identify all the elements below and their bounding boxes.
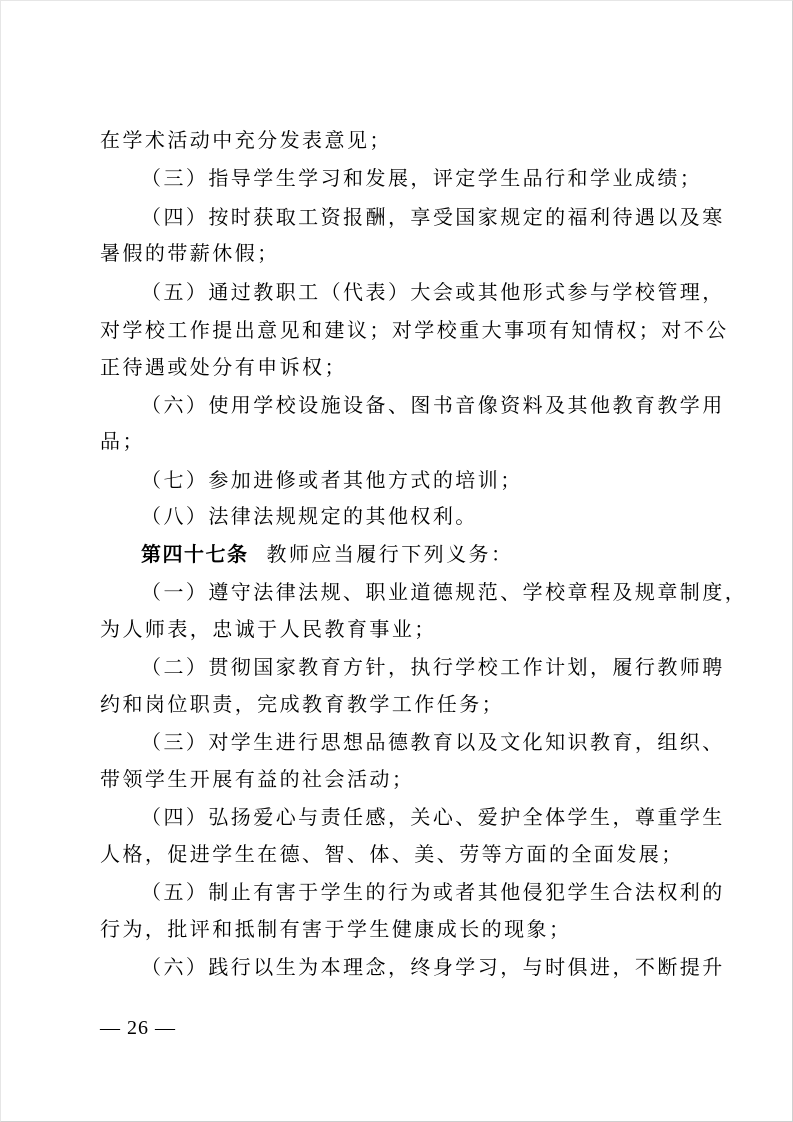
text-line: （二）贯彻国家教育方针，执行学校工作计划，履行教师聘 (141, 655, 725, 679)
text-line: （六）践行以生为本理念，终身学习，与时俱进，不断提升 (141, 955, 725, 979)
text-line: （七）参加进修或者其他方式的培训； (141, 468, 523, 492)
text-line: 为人师表，忠诚于人民教育事业； (100, 617, 437, 641)
text-line: （六）使用学校设施设备、图书音像资料及其他教育教学用 (141, 393, 725, 417)
page-number: — 26 — (100, 1017, 176, 1039)
article-heading: 第四十七条 (141, 542, 249, 566)
text-line: （一）遵守法律法规、职业道德规范、学校章程及规章制度， (141, 580, 748, 604)
text-line: （三）对学生进行思想品德教育以及文化知识教育，组织、 (141, 730, 725, 754)
text-line: （五）通过教职工（代表）大会或其他形式参与学校管理， (141, 280, 725, 304)
text-line: （五）制止有害于学生的行为或者其他侵犯学生合法权利的 (141, 880, 725, 904)
text-line: 品； (100, 429, 145, 453)
text-line: 带领学生开展有益的社会活动； (100, 767, 415, 791)
article-text: 教师应当履行下列义务： (266, 542, 514, 566)
text-line: （四）弘扬爱心与责任感，关心、爱护全体学生，尊重学生 (141, 805, 725, 829)
text-line: 约和岗位职责，完成教育教学工作任务； (100, 692, 505, 716)
text-line: 对学校工作提出意见和建议；对学校重大事项有知情权；对不公 (100, 318, 729, 342)
text-line: （四）按时获取工资报酬，享受国家规定的福利待遇以及寒 (141, 205, 725, 229)
text-line: 人格，促进学生在德、智、体、美、劳等方面的全面发展； (100, 842, 684, 866)
text-line: 行为，批评和抵制有害于学生健康成长的现象； (100, 917, 572, 941)
text-line: 正待遇或处分有申诉权； (100, 355, 347, 379)
article-line (141, 542, 513, 566)
text-line: （八）法律法规规定的其他权利。 (141, 504, 478, 528)
text-line: 暑假的带薪休假； (100, 241, 280, 265)
text-line: （三）指导学生学习和发展，评定学生品行和学业成绩； (141, 166, 703, 190)
text-line: 在学术活动中充分发表意见； (100, 128, 392, 152)
